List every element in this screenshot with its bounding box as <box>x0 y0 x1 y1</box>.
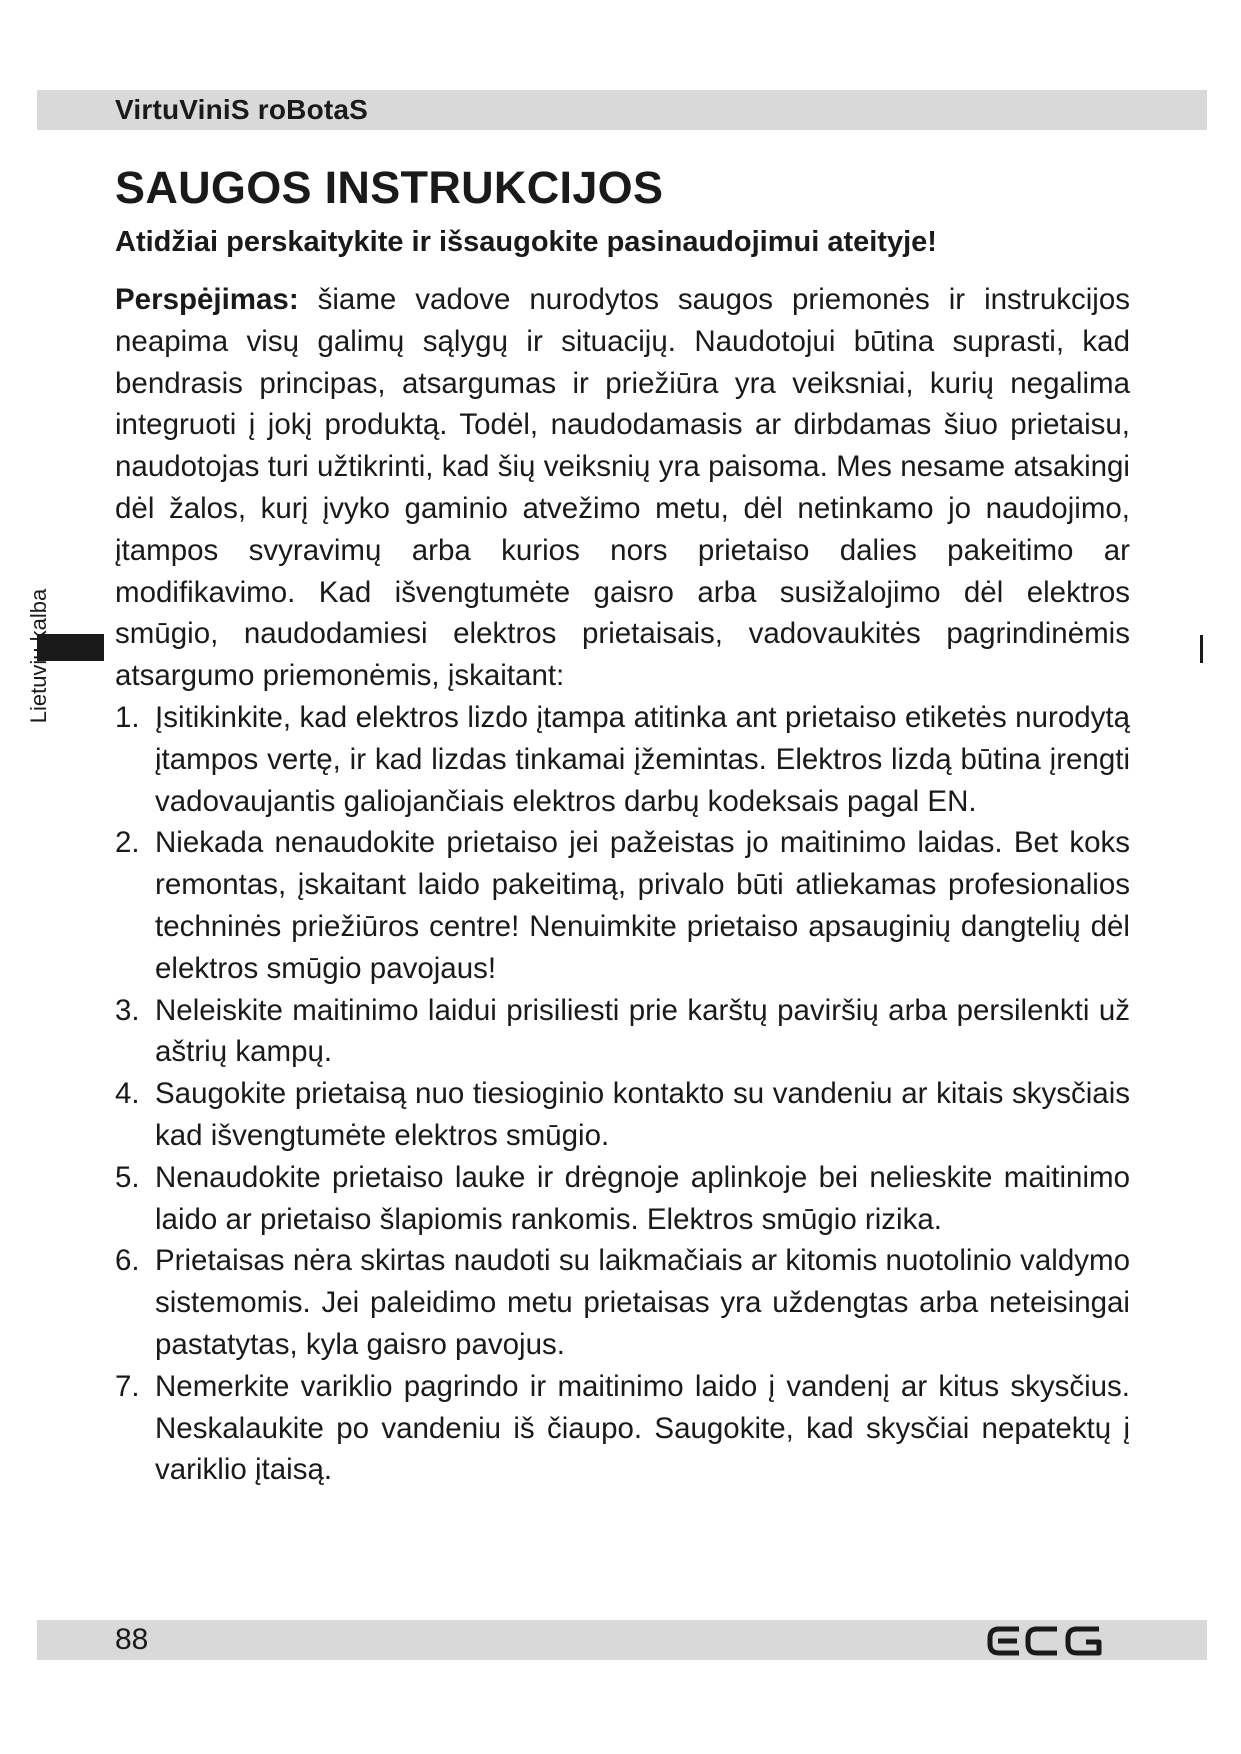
page-title: SAUGOS INSTRUKCIJOS <box>115 162 664 213</box>
warning-text: šiame vadove nurodytos saugos priemonės ir instrukcijos neapima visų galimų sąlygų ir situacijų. Naudotojui būtina suprasti, kad bendrasis principas, atsargumas ir priežiūra yra veiksniai, kurių negalima integruoti į jokį produktą. Todėl, naudodamasis ar dirbdamas šiuo prietaisu, naudotojas turi užtikrinti, kad šių veiksnių yra paisoma. Mes nesame atsakingi dėl žalos, kurį įvyko gaminio atvežimo metu, dėl netinkamo jo naudojimo, įtampos svyravimų arba kurios nors prietaiso dalies pakeitimo ar modifikavimo. Kad išvengtumėte gaisro arba susižalojimo dėl elektros smūgio, naudodamiesi elektros prietaisais, vadovaukitės pagrindinėmis atsargumo priemonėmis, įskaitant: <box>115 283 1130 693</box>
item-number: 3. <box>115 993 140 1027</box>
instruction-list <box>115 697 1130 1491</box>
language-label: Lietuvių kalba <box>26 588 51 724</box>
item-text: Nemerkite variklio pagrindo ir maitinimo laido į vandenį ar kitus skysčius. Neskalaukite po vandeniu iš čiaupo. Saugokite, kad skysčiai nepatektų į variklio įtaisą. <box>155 1369 1130 1487</box>
section-title: VirtuViniS roBotaS <box>115 94 369 125</box>
item-number: 4. <box>115 1077 140 1111</box>
list-item <box>115 1073 1130 1157</box>
warning-label: Perspėjimas: <box>115 283 299 316</box>
item-text: Saugokite prietaisą nuo tiesioginio kontakto su vandeniu ar kitais skysčiais kad išvengtumėte elektros smūgio. <box>155 1077 1130 1152</box>
instructions-body <box>115 279 1130 1491</box>
list-item <box>115 1240 1130 1365</box>
ecg-logo <box>987 1625 1107 1657</box>
list-item <box>115 1366 1130 1491</box>
list-item <box>115 822 1130 989</box>
header-bar <box>37 90 1207 130</box>
subtitle: Atidžiai perskaitykite ir išsaugokite pasinaudojimui ateityje! <box>115 226 937 258</box>
list-item <box>115 1157 1130 1241</box>
warning-paragraph <box>115 279 1130 697</box>
item-text: Niekada nenaudokite prietaiso jei pažeistas jo maitinimo laidas. Bet koks remontas, įskaitant laido pakeitimą, privalo būti atliekamas profesionalios techninės priežiūros centre! Nenuimkite prietaiso apsauginių dangtelių dėl elektros smūgio pavojaus! <box>155 826 1130 985</box>
item-number: 5. <box>115 1160 140 1194</box>
item-number: 6. <box>115 1244 140 1278</box>
item-text: Neleiskite maitinimo laidui prisiliesti prie karštų paviršių arba persilenkti už aštrių kampų. <box>155 993 1130 1069</box>
item-text: Nenaudokite prietaiso lauke ir drėgnoje aplinkoje bei nelieskite maitinimo laido ar prietaiso šlapiomis rankomis. Elektros smūgio rizika. <box>155 1160 1130 1236</box>
item-text: Prietaisas nėra skirtas naudoti su laikmačiais ar kitomis nuotolinio valdymo sistemomis. Jei paleidimo metu prietaisas yra uždengtas arba neteisingai pastatytas, kyla gaisro pavojus. <box>155 1244 1130 1361</box>
list-item <box>115 990 1130 1074</box>
page-edge-mark <box>1200 635 1203 663</box>
item-text: Įsitikinkite, kad elektros lizdo įtampa atitinka ant prietaiso etiketės nurodytą įtampos vertę, ir kad lizdas tinkamai įžemintas. Elektros lizdą būtina įrengti vadovaujantis galiojančiais elektros darbų kodeksais pagal EN. <box>155 700 1130 818</box>
item-number: 1. <box>115 700 140 734</box>
page-number: 88 <box>115 1623 149 1656</box>
list-item <box>115 697 1130 822</box>
item-number: 7. <box>115 1369 140 1403</box>
footer-bar <box>37 1620 1207 1660</box>
item-number: 2. <box>115 826 140 860</box>
